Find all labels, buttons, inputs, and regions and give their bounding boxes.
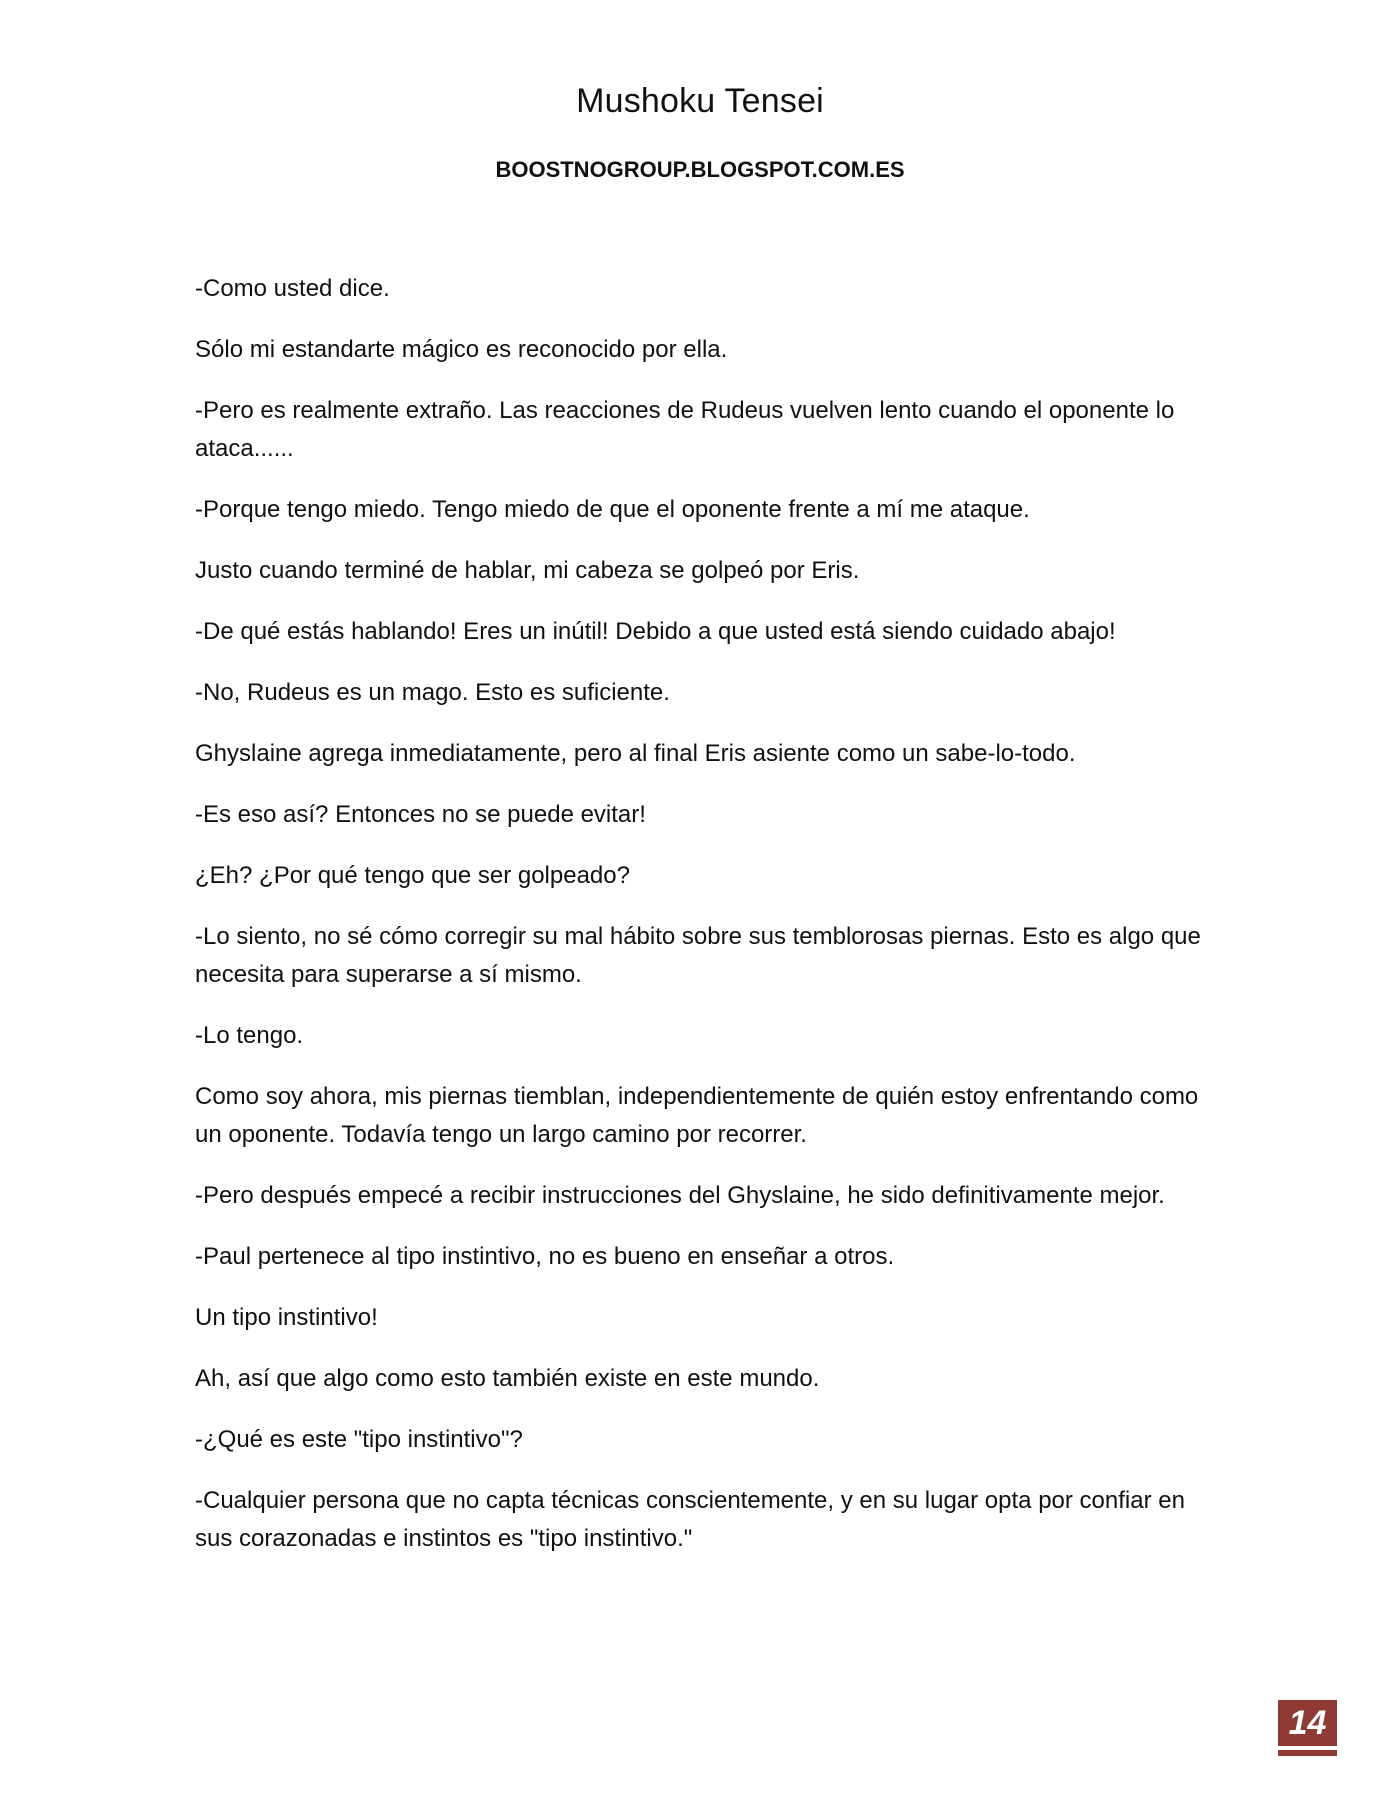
paragraph: -Cualquier persona que no capta técnicas conscientemente, y en su lugar opta por confiar en sus corazonadas e instintos es "tipo instintivo.": [195, 1487, 1185, 1552]
paragraph: Justo cuando terminé de hablar, mi cabeza se golpeó por Eris.: [195, 557, 860, 584]
page-number-underline: [1278, 1750, 1337, 1756]
paragraph: Ghyslaine agrega inmediatamente, pero al final Eris asiente como un sabe-lo-todo.: [195, 740, 1076, 767]
paragraph: Un tipo instintivo!: [195, 1304, 378, 1331]
paragraph: -¿Qué es este "tipo instintivo"?: [195, 1426, 523, 1453]
paragraph: Sólo mi estandarte mágico es reconocido por ella.: [195, 336, 728, 363]
paragraph: -Pero después empecé a recibir instrucciones del Ghyslaine, he sido definitivamente mejor.: [195, 1182, 1165, 1209]
paragraph: -Pero es realmente extraño. Las reacciones de Rudeus vuelven lento cuando el oponente lo ataca......: [195, 397, 1175, 462]
page-title: Mushoku Tensei: [576, 82, 824, 120]
paragraph: -No, Rudeus es un mago. Esto es suficiente.: [195, 679, 670, 706]
site-url: BOOSTNOGROUP.BLOGSPOT.COM.ES: [495, 157, 905, 182]
paragraph: -Lo siento, no sé cómo corregir su mal hábito sobre sus temblorosas piernas. Esto es algo que necesita para superarse a sí mismo.: [195, 923, 1201, 988]
body-text: [195, 270, 1205, 1581]
paragraph: -Porque tengo miedo. Tengo miedo de que el oponente frente a mí me ataque.: [195, 496, 1030, 523]
paragraph: -Paul pertenece al tipo instintivo, no es bueno en enseñar a otros.: [195, 1243, 895, 1270]
paragraph: Como soy ahora, mis piernas tiemblan, independientemente de quién estoy enfrentando como un oponente. Todavía tengo un largo camino por recorrer.: [195, 1083, 1199, 1148]
paragraph: Ah, así que algo como esto también existe en este mundo.: [195, 1365, 820, 1392]
paragraph: -Es eso así? Entonces no se puede evitar!: [195, 801, 646, 828]
paragraph: -De qué estás hablando! Eres un inútil! Debido a que usted está siendo cuidado abajo!: [195, 618, 1116, 645]
page-number-badge: [1278, 1700, 1337, 1746]
paragraph: ¿Eh? ¿Por qué tengo que ser golpeado?: [195, 862, 630, 889]
paragraph: -Como usted dice.: [195, 275, 390, 302]
page-number: 14: [1288, 1704, 1327, 1742]
paragraph: -Lo tengo.: [195, 1022, 304, 1049]
